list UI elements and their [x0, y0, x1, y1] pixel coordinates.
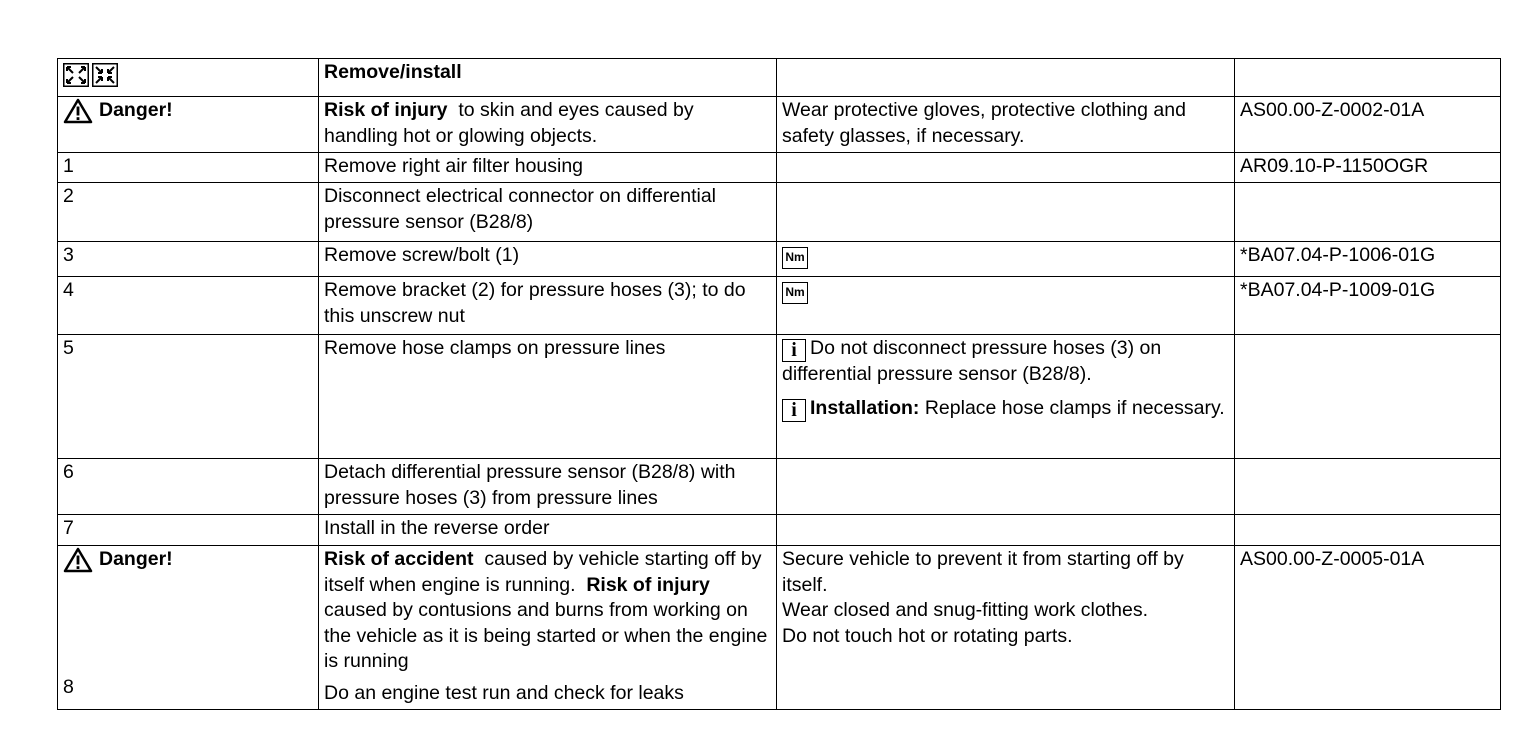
- note-line: i Do not disconnect pressure hoses (3) on differential pressure sensor (B28/8).: [782, 337, 1162, 385]
- step-ref: *BA07.04-P-1006-01G: [1235, 242, 1501, 277]
- step-note: [777, 459, 1235, 515]
- step-number: 3: [58, 242, 319, 277]
- step-number: 8: [63, 675, 74, 698]
- header-row: [58, 59, 1501, 97]
- header-empty-ref: [1235, 59, 1501, 97]
- danger-note-cell: Wear protective gloves, protective clothing and safety glasses, if necessary.: [777, 97, 1235, 153]
- torque-nm-icon: Nm: [782, 247, 808, 269]
- step-ref: [1235, 183, 1501, 242]
- step-note: [777, 242, 1235, 277]
- procedure-table: [57, 58, 1501, 710]
- step-action: Remove screw/bolt (1): [319, 242, 777, 277]
- info-icon: i: [782, 339, 806, 362]
- step-note: [777, 515, 1235, 546]
- step-ref: [1235, 515, 1501, 546]
- step-action: Remove bracket (2) for pressure hoses (3); to do this unscrew nut: [319, 277, 777, 335]
- step-ref: *BA07.04-P-1009-01G: [1235, 277, 1501, 335]
- step-ref: [1235, 335, 1501, 459]
- danger-row: [58, 97, 1501, 153]
- step-note: [777, 153, 1235, 183]
- note-line: Do not touch hot or rotating parts.: [782, 624, 1073, 647]
- danger-row: [58, 546, 1501, 710]
- table-row: [58, 459, 1501, 515]
- remove-icon: [63, 63, 89, 87]
- step-ref: [1235, 459, 1501, 515]
- table-row: [58, 153, 1501, 183]
- table-row: [58, 515, 1501, 546]
- step-number: 7: [58, 515, 319, 546]
- install-icon: [92, 63, 118, 87]
- danger-ref-cell: AS00.00-Z-0005-01A: [1235, 546, 1501, 710]
- step-number: 4: [58, 277, 319, 335]
- danger-label-cell: [58, 546, 319, 710]
- note-line: Secure vehicle to prevent it from starting off by itself.: [782, 548, 1184, 596]
- note-line: i Installation: Replace hose clamps if necessary.: [782, 396, 1229, 422]
- warning-triangle-icon: [63, 547, 93, 573]
- step-ref: AR09.10-P-1150OGR: [1235, 153, 1501, 183]
- step-note: [777, 277, 1235, 335]
- danger-label-text: Danger!: [99, 548, 173, 571]
- step-number: 5: [58, 335, 319, 459]
- danger-action-cell: [319, 546, 777, 710]
- step-action: Install in the reverse order: [319, 515, 777, 546]
- danger-action-text: Risk of accident caused by vehicle starting off by itself when engine is running. Risk of injury caused by contusions and burns from working on the vehicle as it is being started or when the engine is running: [324, 548, 768, 672]
- step-note: [777, 335, 1235, 459]
- table-row: [58, 183, 1501, 242]
- warning-triangle-icon: [63, 98, 93, 124]
- step-action: Do an engine test run and check for leaks: [324, 681, 684, 704]
- step-number: 1: [58, 153, 319, 183]
- table-row: [58, 242, 1501, 277]
- danger-note-cell: [777, 546, 1235, 710]
- note-line: Wear closed and snug-fitting work clothes.: [782, 599, 1148, 621]
- step-action: Remove right air filter housing: [319, 153, 777, 183]
- step-action: Detach differential pressure sensor (B28/8) with pressure hoses (3) from pressure lines: [319, 459, 777, 515]
- step-note: [777, 183, 1235, 242]
- step-number: 2: [58, 183, 319, 242]
- danger-ref-cell: AS00.00-Z-0002-01A: [1235, 97, 1501, 153]
- step-action: Disconnect electrical connector on differential pressure sensor (B28/8): [319, 183, 777, 242]
- torque-nm-icon: Nm: [782, 282, 808, 304]
- step-action: Remove hose clamps on pressure lines: [319, 335, 777, 459]
- danger-label-cell: [58, 97, 319, 153]
- step-number: 6: [58, 459, 319, 515]
- header-empty-note: [777, 59, 1235, 97]
- header-title: Remove/install: [319, 59, 777, 97]
- mode-icons-cell: [58, 59, 319, 97]
- table-row: [58, 335, 1501, 459]
- table-row: [58, 277, 1501, 335]
- danger-label-text: Danger!: [99, 99, 173, 122]
- danger-action-cell: Risk of injury to skin and eyes caused by handling hot or glowing objects.: [319, 97, 777, 153]
- info-icon: i: [782, 399, 806, 422]
